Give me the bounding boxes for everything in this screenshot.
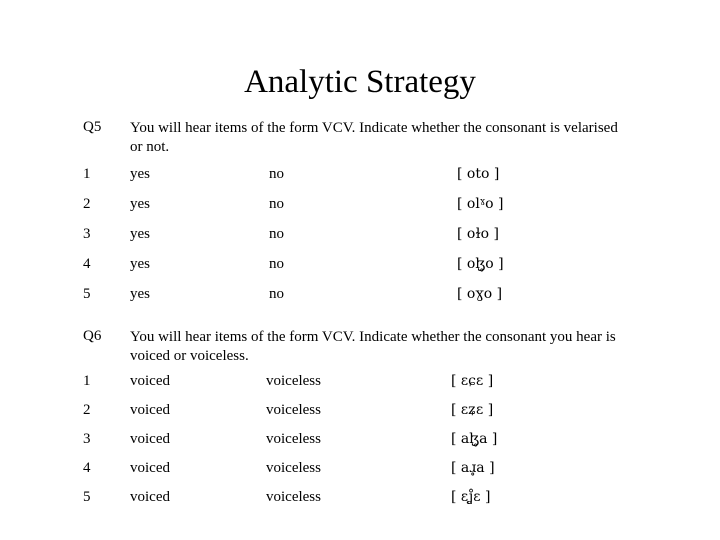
item-number: 3: [83, 226, 91, 242]
option-yes[interactable]: yes: [130, 286, 150, 302]
ipa-transcription: [ aɹ̥a ]: [451, 460, 495, 476]
ipa-transcription: [ ɛɕɛ ]: [451, 373, 494, 389]
item-number: 4: [83, 256, 91, 272]
option-no[interactable]: no: [269, 166, 284, 182]
option-no[interactable]: no: [269, 256, 284, 272]
option-yes[interactable]: yes: [130, 256, 150, 272]
ipa-transcription: [ aɮ̥a ]: [451, 431, 498, 447]
option-yes[interactable]: yes: [130, 166, 150, 182]
ipa-transcription: [ ɛʑɛ ]: [451, 402, 494, 418]
ipa-transcription: [ olˠo ]: [457, 196, 504, 212]
option-voiced[interactable]: voiced: [130, 460, 170, 476]
item-number: 1: [83, 373, 91, 389]
question-prompt: You will hear items of the form VCV. Indicate whether the consonant you hear is voiced or voiceless.: [130, 329, 616, 364]
ipa-transcription: [ oɮ̥o ]: [457, 256, 504, 272]
option-no[interactable]: no: [269, 196, 284, 212]
option-voiceless[interactable]: voiceless: [266, 489, 321, 505]
option-voiced[interactable]: voiced: [130, 431, 170, 447]
item-number: 5: [83, 489, 91, 505]
item-number: 1: [83, 166, 91, 182]
option-voiceless[interactable]: voiceless: [266, 431, 321, 447]
option-voiced[interactable]: voiced: [130, 489, 170, 505]
option-yes[interactable]: yes: [130, 196, 150, 212]
option-voiceless[interactable]: voiceless: [266, 460, 321, 476]
option-no[interactable]: no: [269, 286, 284, 302]
question-label: Q6: [83, 328, 102, 344]
option-voiceless[interactable]: voiceless: [266, 373, 321, 389]
item-number: 3: [83, 431, 91, 447]
page-title: Analytic Strategy: [244, 64, 476, 100]
ipa-transcription: [ ɛʝ̊ɛ ]: [451, 489, 491, 505]
ipa-transcription: [ oto ]: [457, 166, 500, 182]
option-voiceless[interactable]: voiceless: [266, 402, 321, 418]
item-number: 2: [83, 196, 91, 212]
question-prompt: You will hear items of the form VCV. Indicate whether the consonant is velarised or not.: [130, 120, 618, 155]
option-voiced[interactable]: voiced: [130, 402, 170, 418]
ipa-transcription: [ oɣo ]: [457, 286, 503, 302]
option-no[interactable]: no: [269, 226, 284, 242]
ipa-transcription: [ oɫo ]: [457, 226, 500, 242]
question-label: Q5: [83, 119, 102, 135]
option-yes[interactable]: yes: [130, 226, 150, 242]
option-voiced[interactable]: voiced: [130, 373, 170, 389]
item-number: 2: [83, 402, 91, 418]
item-number: 4: [83, 460, 91, 476]
item-number: 5: [83, 286, 91, 302]
